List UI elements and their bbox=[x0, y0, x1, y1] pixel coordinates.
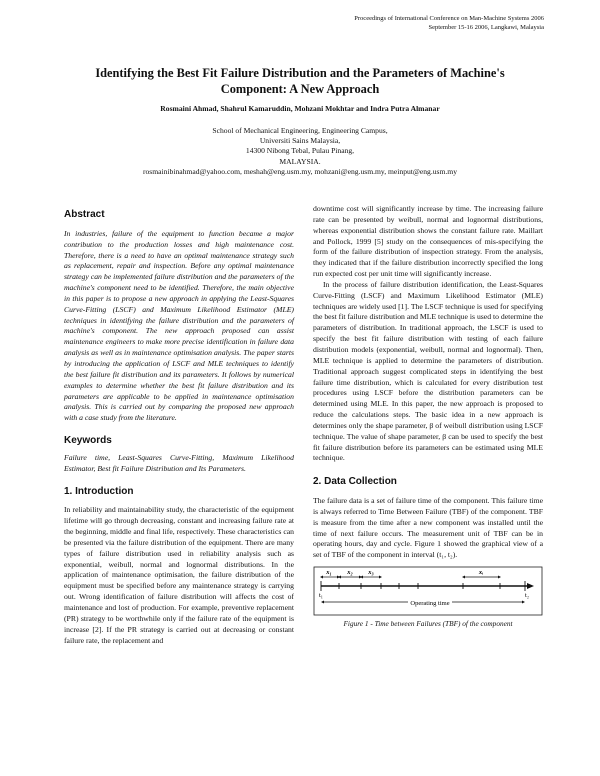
operating-time-label: Operating time bbox=[410, 600, 450, 608]
keywords-text: Failure time, Least-Squares Curve-Fitting, Maximum Likelihood Estimator, Best fit Failure Distribution and Its Parameters. bbox=[64, 452, 294, 473]
introduction-paragraph-2: downtime cost will significantly increase by time. The increasing failure rate can be presented by weibull, normal and lognormal distributions, whereas exponential distribution shows the constant failure rate. Maillart and Pollock, 1999 [5] study on the consequences of mis-specifying the form of the failure distribution of inspection strategy. From the analysis, they indicated that if the failure distribution incorrectly specified the long run expected cost per unit time will significantly increase. bbox=[313, 204, 543, 279]
abstract-text: In industries, failure of the equipment to function became a major contribution to the production losses and high maintenance cost. Therefore, there is a need to have an optimal maintenance strategy such as replacement, repair and inspection. Before any optimal maintenance strategy can be implemented failure distribution and the parameters of the machine's component need to be identified. Therefore, the main objective in this paper is to propose a new approach in applying the Least-Squares Curve-Fitting (LSCF) and Maximum Likelihood Estimator (MLE) techniques in identifying the failure distribution and the parameters of machine's component. The new approach proposed can assist maintenance engineers to make more precise identification in failure data analysis as well as in maintenance optimisation analysis. The paper starts by introducing the application of LSCF and MLE techniques to identify the best failure fit distribution and its parameters. It follows by numerical examples to determine whether the best fit failure distribution and its parameters are applicable to be applied in maintenance optimisation analysis. This is carried out by comparing the proposed new approach with a case study from the literature. bbox=[64, 228, 294, 423]
header-line-1: Proceedings of International Conference on Man-Machine Systems 2006 bbox=[354, 15, 544, 22]
tbf-figure bbox=[313, 566, 543, 616]
introduction-paragraph-1: In reliability and maintainability study, the characteristic of the equipment lifetime will go through decreasing, constant and increasing failure rate at the beginning, middle and final life, respectively. These characteristics can be presented via the failure distribution of the equipment. There are many types of failure distribution used in reliability analysis such as exponential, weibull, normal and lognormal distributions. In the application of maintenance optimisation, the failure distribution of the equipment must be specified before any maintenance strategy is carrying out. Wrong identification of failure distribution will affects the cost of maintenance and lost of production. For example, preventive replacement (PR) strategy to be worthwhile only if the failure rate of the equipment is increase [2]. If the PR strategy is carried out at decreasing or constant failure rate, the replacement and bbox=[64, 505, 294, 645]
data-collection-heading: 2. Data Collection bbox=[313, 476, 397, 488]
label-t2: t₂ bbox=[524, 592, 530, 600]
label-x2: x₂ bbox=[347, 569, 353, 577]
affiliation bbox=[90, 126, 510, 177]
introduction-heading: 1. Introduction bbox=[64, 485, 134, 497]
label-xi: xᵢ bbox=[478, 569, 484, 577]
affiliation-line-3: 14300 Nibong Tebal, Pulau Pinang, bbox=[245, 146, 355, 156]
left-column bbox=[64, 204, 294, 646]
author-list: Rosmaini Ahmad, Shahrul Kamaruddin, Mohzani Mokhtar and Indra Putra Almanar bbox=[160, 104, 440, 113]
affiliation-line-2: Universiti Sains Malaysia, bbox=[259, 136, 341, 146]
figure-caption: Figure 1 - Time between Failures (TBF) of the component bbox=[343, 619, 513, 629]
conference-header bbox=[354, 14, 544, 32]
affiliation-line-1: School of Mechanical Engineering, Engineering Campus, bbox=[212, 126, 388, 135]
introduction-paragraph-3: In the process of failure distribution identification, the Least-Squares Curve-Fitting (LSCF) and Maximum Likelihood Estimator (MLE) techniques are widely used [1]. The LSCF technique is used for specifying the best fit failure distribution and MLE technique is used to determine the parameters of distribution. In traditional approach, the LSCF is used to specify the best fit failure distribution with testing of each failure distribution models (exponential, weibull, normal and lognormal). Then, MLE technique is applied to determine the parameters of distribution. Traditional approach suggest complicated steps in identifying the best failure time distribution, which is calculated for every distribution test procedures using LSCF before the distribution parameters can be determined using MLE. In this paper, the new approach is proposed to reduce the calculations steps. The basic idea in a new approach is determines only the shape parameter, β of weibull distribution using LSCF technique. The value of shape parameter, β can be used to specify the best fit failure distribution before its parameters can be estimated using MLE technique. bbox=[313, 279, 543, 463]
tbf-diagram bbox=[313, 566, 543, 616]
time-axis-arrow bbox=[527, 583, 534, 589]
paper-title: Identifying the Best Fit Failure Distribution and the Parameters of Machine's Component: A New Approach bbox=[95, 66, 505, 96]
author-emails: rosmainibinahmad@yahoo.com, meshah@eng.usm.my, mohzani@eng.usm.my, meinput@eng.usm.my bbox=[142, 166, 458, 176]
header-line-2: September 15-16 2006, Langkawi, Malaysia bbox=[428, 24, 544, 31]
abstract-heading: Abstract bbox=[64, 209, 105, 220]
data-collection-paragraph: The failure data is a set of failure time of the component. This failure time is always referred to Time Between Failure (TBF) of the component. TBF is measure from the time after a new component was installed until the time of next failure occurs. The measurement unit of TBF can be in operating hours, day and cycle. Figure 1 showed the graphical view of a set of TBF of the component in interval (t₁, t₂). bbox=[313, 496, 543, 560]
right-column bbox=[313, 204, 543, 630]
keywords-heading: Keywords bbox=[64, 435, 112, 447]
label-x1: x₁ bbox=[326, 569, 332, 577]
label-x3: x₃ bbox=[368, 569, 374, 577]
label-t1: t₁ bbox=[318, 592, 324, 600]
affiliation-line-4: MALAYSIA. bbox=[279, 156, 321, 166]
